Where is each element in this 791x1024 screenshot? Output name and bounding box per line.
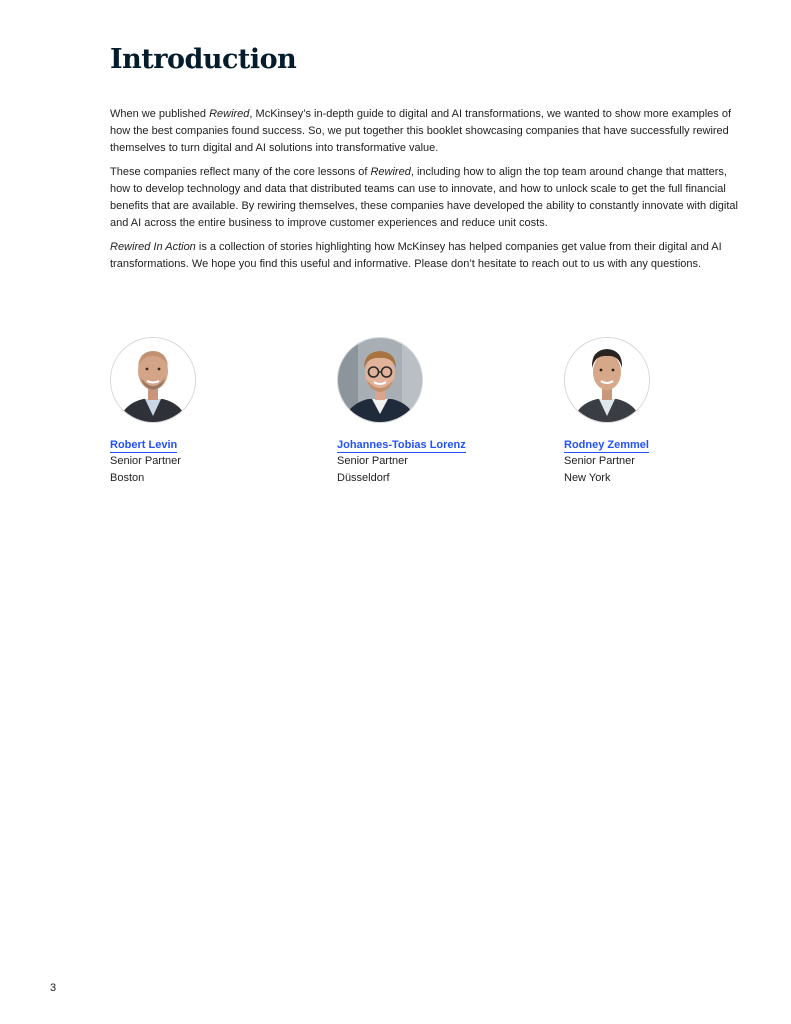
author-city: Düsseldorf	[337, 472, 390, 484]
author-city: New York	[564, 472, 611, 484]
author-name-link[interactable]: Johannes-Tobias Lorenz	[337, 439, 466, 451]
intro-paragraph-3	[110, 239, 740, 273]
avatar-johannes-tobias-lorenz-icon	[337, 337, 423, 423]
author-card-rodney-zemmel	[564, 337, 764, 487]
p3-booklet-title: Rewired In Action	[110, 241, 196, 253]
p1-text-c: , McKinsey’s in-depth guide to digital and AI transformations, we wanted to show more examples of how the best companies found success. So, we put together this booklet showcasing companies that have successfully rewired themselves to turn digital and AI solutions into transformative value.	[110, 108, 732, 154]
author-card-johannes-tobias-lorenz	[337, 337, 537, 487]
intro-paragraph-1	[110, 106, 740, 157]
page-number: 3	[50, 982, 57, 994]
author-city: Boston	[110, 472, 145, 484]
avatar-rodney-zemmel-icon	[564, 337, 650, 423]
author-card-robert-levin	[110, 337, 310, 487]
p2-text-c: , including how to align the top team around change that matters, how to develop technology and data that distributed teams can use to innovate, and how to unlock scale to get the full financial benefits that are available. By rewiring themselves, these companies have developed the ability to constantly innovate with digital and AI across the entire business to improve customer experiences and reduce unit costs.	[110, 166, 738, 229]
page-title: Introduction	[110, 44, 297, 75]
author-role: Senior Partner	[564, 455, 635, 467]
p1-book-title: Rewired	[209, 108, 250, 120]
author-name-link[interactable]: Robert Levin	[110, 439, 178, 451]
intro-paragraph-2	[110, 164, 740, 232]
avatar-robert-levin-icon	[110, 337, 196, 423]
p2-book-title: Rewired	[370, 166, 411, 178]
author-name-link[interactable]: Rodney Zemmel	[564, 439, 649, 451]
author-list	[110, 337, 670, 497]
p3-text-b: is a collection of stories highlighting how McKinsey has helped companies get value from their digital and AI transformations. We hope you find this useful and informative. Please don’t hesitate to reach out to us with any questions.	[110, 241, 722, 270]
p1-text-a: When we published	[110, 108, 210, 120]
author-role: Senior Partner	[337, 455, 408, 467]
p2-text-a: These companies reflect many of the core lessons of	[110, 166, 371, 178]
author-role: Senior Partner	[110, 455, 181, 467]
intro-text	[110, 106, 740, 280]
